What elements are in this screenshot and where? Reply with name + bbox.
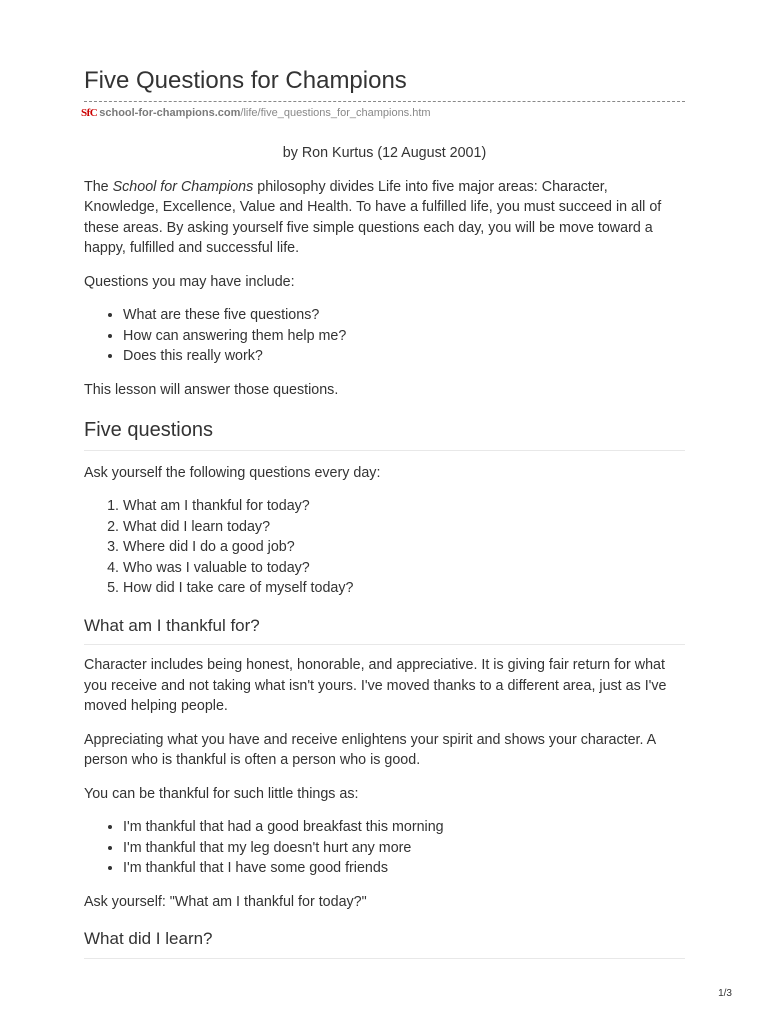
source-domain[interactable]: school-for-champions.com xyxy=(99,107,241,119)
list-item: • How can answering them help me? xyxy=(123,326,685,347)
page-number: 1/3 xyxy=(718,988,732,999)
questions-list xyxy=(84,305,685,367)
site-logo: SfC xyxy=(81,107,98,119)
list-item: • I'm thankful that my leg doesn't hurt any more xyxy=(123,838,685,859)
list-item: • Does this really work? xyxy=(123,346,685,367)
list-item: 3. Where did I do a good job? xyxy=(123,537,685,558)
five-questions-intro: Ask yourself the following questions every day: xyxy=(84,464,381,481)
thankful-paragraph-3: You can be thankful for such little things as: xyxy=(84,785,359,802)
title-divider xyxy=(84,101,685,102)
byline: by Ron Kurtus (12 August 2001) xyxy=(282,145,487,161)
page-title: Five Questions for Champions xyxy=(84,67,407,94)
section-heading-five-questions: Five questions xyxy=(84,420,685,451)
thankful-paragraph-4: Ask yourself: "What am I thankful for today?" xyxy=(84,893,367,910)
questions-intro: Questions you may have include: xyxy=(84,273,295,290)
list-item: 5. How did I take care of myself today? xyxy=(123,578,685,599)
list-item: • I'm thankful that had a good breakfast this morning xyxy=(123,817,685,838)
section-heading-thankful: What am I thankful for? xyxy=(84,616,685,646)
intro-paragraph xyxy=(84,177,685,259)
section-heading-learn: What did I learn? xyxy=(84,929,685,959)
intro-emphasis: School for Champions xyxy=(112,178,254,195)
source-link[interactable] xyxy=(81,107,431,119)
list-item: • I'm thankful that I have some good friends xyxy=(123,858,685,879)
source-path[interactable]: /life/five_questions_for_champions.htm xyxy=(240,107,431,119)
list-item: 4. Who was I valuable to today? xyxy=(123,558,685,579)
article-body xyxy=(84,143,685,969)
thankful-paragraph-2: Appreciating what you have and receive enlightens your spirit and shows your character. A person who is thankful is often a person who is good. xyxy=(84,731,656,768)
lesson-answer: This lesson will answer those questions. xyxy=(84,381,339,398)
thankful-list xyxy=(84,817,685,879)
intro-post: philosophy divides Life into five major areas: Character, Knowledge, Excellence, Value and Health. To have a fulfilled life, you must succeed in all of these areas. By asking yourself five simple questions each day, you will be move toward a happy, fulfilled and successful life. xyxy=(84,178,662,256)
intro-pre: The xyxy=(84,178,113,195)
list-item: • What are these five questions? xyxy=(123,305,685,326)
thankful-paragraph-1: Character includes being honest, honorable, and appreciative. It is giving fair return for what you receive and not taking what isn't yours. I've moved thanks to a different area, just as I've moved helping people. xyxy=(84,657,667,714)
five-questions-list xyxy=(84,496,685,599)
list-item: 1. What am I thankful for today? xyxy=(123,496,685,517)
list-item: 2. What did I learn today? xyxy=(123,517,685,538)
